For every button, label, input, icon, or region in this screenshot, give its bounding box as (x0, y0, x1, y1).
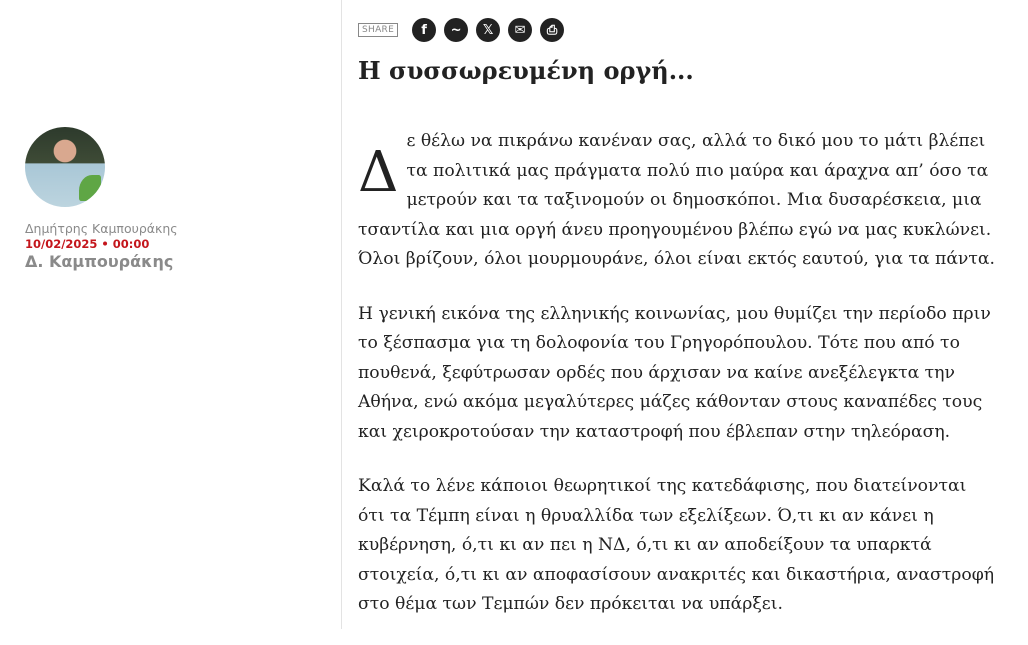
text-line: μετρούν και τα ταξινομούν οι δημοσκόποι. Μια δυσαρέσκεια, μια (406, 190, 982, 210)
text-line: και χειροκροτούσαν την καταστροφή που έβλεπαν στην τηλεόραση. (358, 421, 951, 442)
messenger-icon[interactable]: ~ (444, 18, 468, 42)
facebook-icon[interactable]: f (412, 18, 436, 42)
text-line: στο θέμα των Τεμπών δεν πρόκειται να υπάρξει. (358, 594, 783, 614)
publish-date: 10/02/2025 • 00:00 (25, 237, 150, 251)
article-title: Η συσσωρευμένη οργή... (358, 56, 694, 85)
text-line: πουθενά, ξεφύτρωσαν ορδές που άρχισαν να καίνε ανεξέλεγκτα την (358, 362, 955, 383)
print-icon[interactable]: ⎙ (540, 18, 564, 42)
text-line: τσαντίλα και μια οργή άνευ προηγουμένου βλέπω εγώ να μας κυκλώνει. (358, 219, 992, 240)
article-body (358, 127, 1018, 645)
drop-cap: Δ (358, 140, 399, 205)
author-short-name[interactable]: Δ. Καμπουράκης (25, 252, 174, 271)
author-card (25, 127, 178, 271)
text-line: ότι τα Τέμπη είναι η θρυαλλίδα των εξελίξεων. Ό,τι κι αν κάνει η (358, 505, 934, 526)
share-label: SHARE (358, 23, 398, 37)
paragraph (358, 472, 1018, 620)
text-line: Καλά το λένε κάποιοι θεωρητικοί της κατεδάφισης, που διατείνονται (358, 476, 967, 496)
author-full-name: Δημήτρης Καμπουράκης (25, 221, 178, 236)
text-line: Όλοι βρίζουν, όλοι μουρμουράνε, όλοι είναι εκτός εαυτού, για τα πάντα. (358, 249, 995, 269)
share-bar (358, 18, 564, 42)
text-line: Η γενική εικόνα της ελληνικής κοινωνίας, μου θυμίζει την περίοδο πριν (358, 303, 991, 324)
text-line: το ξέσπασμα για τη δολοφονία του Γρηγορόπουλου. Τότε που από το (358, 333, 960, 353)
paragraph (358, 300, 1018, 448)
text-line: τα πολιτικά μας πράγματα πολύ πιο μαύρα και άραχνα απ’ όσο τα (406, 160, 989, 181)
paragraph (358, 127, 1018, 275)
x-icon[interactable]: 𝕏 (476, 18, 500, 42)
text-line: στοιχεία, ό,τι κι αν αποφασίσουν ανακριτές και δικαστήρια, αναστροφή (358, 564, 995, 585)
author-avatar[interactable] (25, 127, 105, 207)
email-icon[interactable]: ✉ (508, 18, 532, 42)
column-divider (341, 0, 342, 629)
text-line: κυβέρνηση, ό,τι κι αν πει η ΝΔ, ό,τι κι αν αποδείξουν τα υπαρκτά (358, 535, 932, 555)
text-line: ε θέλω να πικράνω κανέναν σας, αλλά το δικό μου το μάτι βλέπει (406, 131, 986, 151)
text-line: Αθήνα, ενώ ακόμα μεγαλύτερες μάζες κάθονταν στους καναπέδες τους (358, 392, 983, 412)
